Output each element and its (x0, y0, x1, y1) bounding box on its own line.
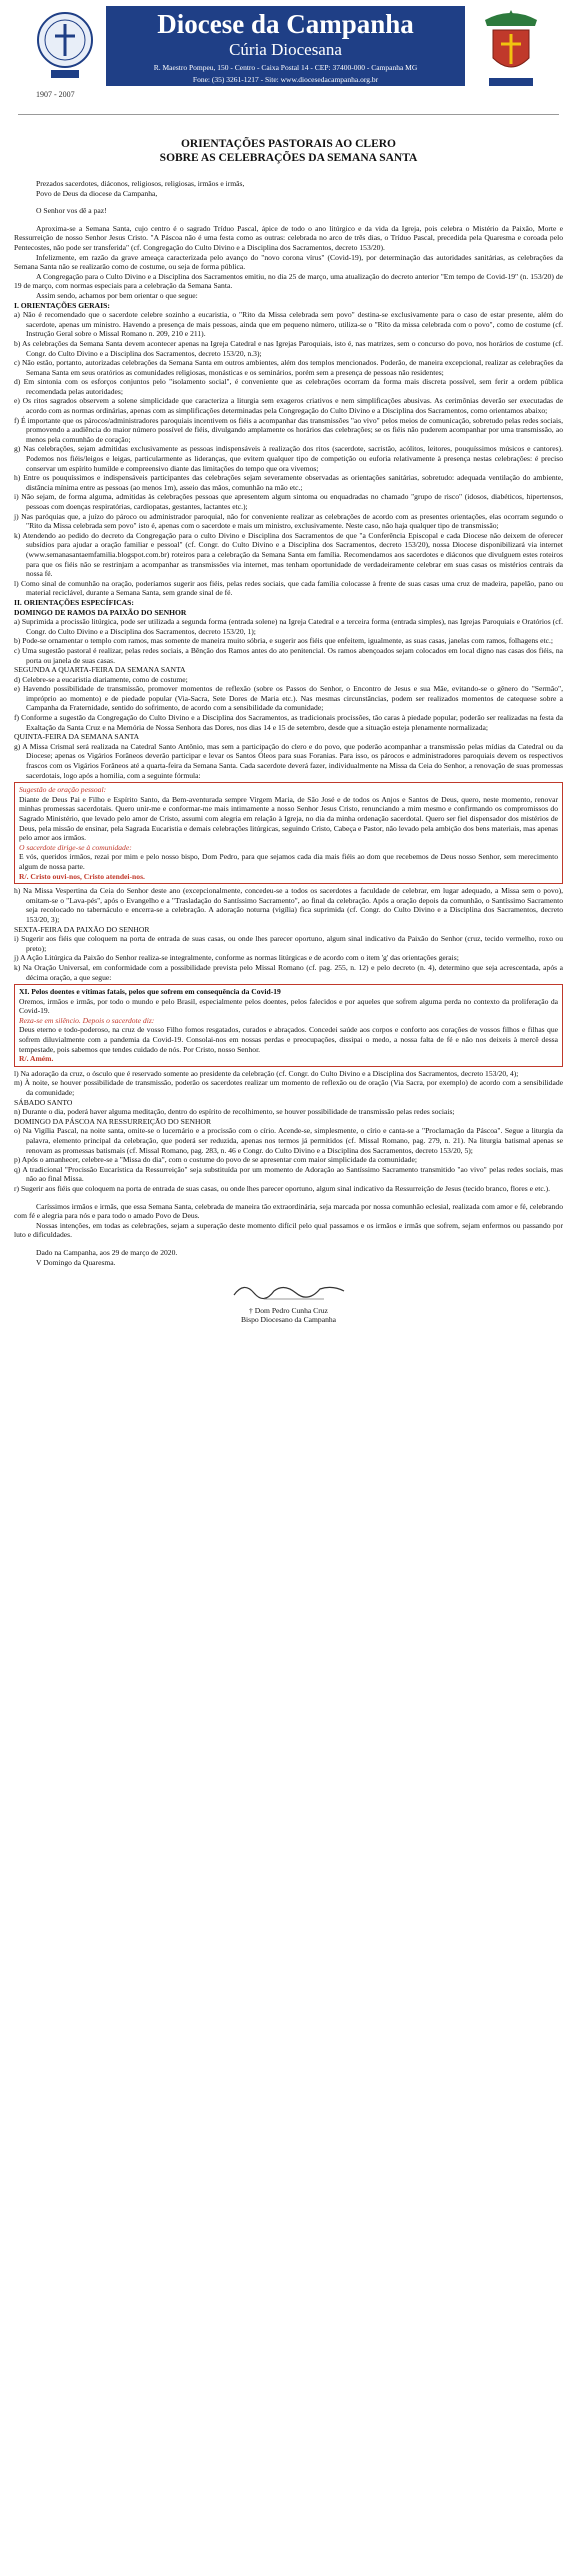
greeting-line: O Senhor vos dê a paz! (36, 206, 107, 216)
prayer-label: Sugestão de oração pessoal: (19, 785, 107, 795)
universal-prayer-box (14, 984, 563, 1067)
title-line-2: SOBRE AS CELEBRAÇÕES DA SEMANA SANTA (159, 152, 418, 164)
list-item: a) Suprimida a procissão litúrgica, pode ser utilizada a segunda forma (entrada solene) na Igreja Catedral e a terceira forma (entrada simples), nas Igrejas Paroquiais e Oratórios (cf. Congr. do Culto Divino e a Disciplina dos Sacramentos, decreto 153/20, 1); (14, 617, 563, 636)
greeting-line: Povo de Deus da diocese da Campanha, (36, 188, 158, 198)
closing-paragraph: Nossas intenções, em todas as celebrações, sejam a superação deste momento difícil pelo qual passamos e os irmãos e irmãs que sofrem, sejam enfermos ou passando por luto e dificuldades. (14, 1220, 563, 1240)
intercession-response: R/. Amém. (19, 1054, 54, 1064)
list-item: m) À noite, se houver possibilidade de transmissão, poderão os sacerdotes realizar um momento de reflexão ou de oração (Via Sacra, por exemplo) de acordo com a sensibilidade da comunidade; (14, 1078, 563, 1098)
anniversary-label: 1907 - 2007 (36, 90, 75, 99)
diocese-seal-icon (36, 6, 94, 84)
section-heading: I. ORIENTAÇÕES GERAIS: (14, 300, 110, 310)
list-item: i) Sugerir aos fiéis que coloquem na porta de entrada de suas casas, ou onde lhes parecer oportuno, algum sinal indicativo da Paixão do Senhor (cruz, tecido vermelho, roxo ou preto); (14, 934, 563, 953)
curia-subtitle: Cúria Diocesana (229, 40, 342, 59)
intro-paragraph: A Congregação para o Culto Divino e a Disciplina dos Sacramentos emitiu, no dia 25 de março, uma atualização do decreto anterior "Em tempo de Covid-19" (n. 153/20) de 19 de março, com normas especiais para a celebração da Semana Santa. (14, 271, 563, 291)
list-item: d) Em sintonia com os esforços conjuntos pelo "isolamento social", é conveniente que as celebrações ocorram da forma mais discreta possível, sem ferir a ordem pública recomendada pelas autoridades; (14, 377, 563, 396)
list-item: p) Após o amanhecer, celebre-se a "Missa do dia", com o costume do povo de se apresentar com maior simplicidade da comunidade; (14, 1155, 417, 1165)
list-item: e) Os ritos sagrados observem a solene simplicidade que caracteriza a liturgia sem exageros criativos e nem simplificações abusivas. As cerimônias deverão ser executadas de acordo com as normas ordinárias, apenas com as simplificações determinadas pela Congregação do Culto Divino e a Disciplina dos Sacramentos, como orientamos abaixo; (14, 396, 563, 416)
intercession-prayer: Deus eterno e todo-poderoso, na cruz de vosso Filho fomos resgatados, curados e abraçados. Concedei saúde aos corpos e conforto aos corações de vossos filhos e filhas que sofrem diluvialmente com a pandemia da Covid-19. Consolai-nos em nossas perdas e preocupações, dissipai o medo, a nossa falta de fé e não nos deixeis à mercê dessa tempestade, pois sabemos que tendes cuidado de nós. Por Cristo, nosso Senhor. (19, 1025, 558, 1054)
list-item: g) A Missa Crismal será realizada na Catedral Santo Antônio, mas sem a participação do clero e do povo, que poderão acompanhar a transmissão pelas mídias da Catedral ou da Diocese; apenas os Vigários Forâneos deverão participar e levar os Santos Óleos para suas Foranias. Para isso, os párocos e administradores paroquiais devem os respectivos frascos com os Vigários Forâneos até a quarta-feira da Semana Santa. Cada sacerdote deverá fazer, individualmente na Missa da Ceia do Senhor, a renovação de suas promessas sacerdotais, logo após a homilia, com a seguinte fórmula: (14, 741, 563, 780)
subsection-heading: SEXTA-FEIRA DA PAIXÃO DO SENHOR (14, 924, 150, 934)
intercession-rubric: Reza-se em silêncio. Depois o sacerdote diz: (19, 1015, 155, 1025)
intro-paragraph: Aproxima-se a Semana Santa, cujo centro é o sagrado Tríduo Pascal, ápice de todo o ano litúrgico e da vida da Igreja, pois celebra o Mistério da Paixão, Morte e Ressurreição de nosso Senhor Jesus Cristo. "A Páscoa não é uma festa como as outras: celebrada no arco de três dias, o Tríduo Pascal, precedida pela Quaresma e coroada pelo Pentecostes, não pode ser transferida" (cf. Congregação do Culto Divino e a Disciplina dos Sacramentos, decreto 153/20). (14, 223, 563, 252)
contact-line: Fone: (35) 3261-1217 - Site: www.diocesedacampanha.org.br (192, 75, 379, 84)
prayer-text: E vós, queridos irmãos, rezai por mim e pelo nosso bispo, Dom Pedro, para que sejamos cada dia mais fiéis ao dom que recebemos de Deus nosso Senhor, sem merecimento algum de nossa parte. (19, 852, 558, 871)
list-item: l) Na adoração da cruz, o ósculo que é reservado somente ao presidente da celebração (cf. Congr. do Culto Divino e a Disciplina dos Sacramentos, decreto 153/20, 4); (14, 1068, 519, 1078)
prayer-response (19, 872, 558, 882)
closing-paragraph: Caríssimos irmãos e irmãs, que essa Semana Santa, celebrada de maneira tão extraordinária, seja marcada por nossa comunhão eclesial, realizada com amor e fé, celebrando com fé e alegria para nós e para todo o amado Povo de Deus. (14, 1201, 563, 1221)
subsection-heading: QUINTA-FEIRA DA SEMANA SANTA (14, 732, 140, 742)
subsection-heading: DOMINGO DA PÁSCOA NA RESSURREIÇÃO DO SENHOR (14, 1116, 212, 1126)
list-item: i) Não sejam, de forma alguma, admitidas às celebrações pessoas que apresentem algum sintoma ou enquadradas no chamado "grupo de risco" (idosos, diabéticos, hipertensos, pessoas com doenças respiratórias, cardiopatas, gestantes, lactantes etc.); (14, 492, 563, 511)
document-title (14, 137, 563, 165)
title-line-1: ORIENTAÇÕES PASTORAIS AO CLERO (180, 138, 397, 150)
intercession-text: Oremos, irmãos e irmãs, por todo o mundo e pelo Brasil, especialmente pelos doentes, pelos falecidos e por aqueles que sofrem alguma perda no contexto da proliferação da Covid-19. (19, 996, 558, 1016)
list-item: c) Não estão, portanto, autorizadas celebrações da Semana Santa em outros ambientes, além dos templos mencionados. Poderão, de maneira excepcional, realizar as celebrações da Semana Santa em seus oratórios as comunidades religiosas, monásticas e os seminários, porém sem a presença de pessoas não residentes; (14, 358, 563, 377)
list-item: c) Uma sugestão pastoral é realizar, pelas redes sociais, a Bênção dos Ramos antes do ato penitencial. Os ramos abençoados sejam colocados em local digno nas casas dos fiéis, na porta ou janela de suas casas. (14, 645, 563, 665)
list-item: f) É importante que os párocos/administradores paroquiais incentivem os fiéis a acompanhar das transmissões "ao vivo" pelos meios de comunicação, sobretudo pelas redes sociais, promovendo a audiência do maior número possível de fiéis, divulgando amplamente os horários das celebrações; se os fiéis não puderem acompanhar por uma transmissão, ao menos pela comunhão de coração; (14, 415, 563, 444)
list-item: b) As celebrações da Semana Santa devem acontecer apenas na Igreja Catedral e nas Igrejas Paroquiais, isto é, nas matrizes, sem o concurso do povo, nos horários de costume (cf. Congr. do Culto Divino e a Disciplina dos Sacramentos, decreto 153/20, n.3); (14, 338, 563, 358)
date-line: V Domingo da Quaresma. (36, 1257, 116, 1267)
prayer-text: Diante de Deus Pai e Filho e Espírito Santo, da Bem-aventurada sempre Virgem Maria, de São José e de todos os Anjos e Santos de Deus, quero, neste momento, renovar minhas promessas sacerdotais. Quero unir-me e conformar-me mais intimamente a nosso Senhor Jesus Cristo, renunciando a mim mesmo e confirmando os compromissos do Sagrado Ministério, que levado pelo amor de Cristo, assumi com alegria em relação à Igreja, no dia da minha ordenação sacerdotal. Quero ser fiel dispensador dos mistérios de Deus, pela missão de ensinar, pela Sagrada Eucaristia e demais celebrações litúrgicas, seguindo Cristo, Cabeça e Pastor, não levado pela ambição dos bens materiais, mas apenas pelo amor aos irmãos. (19, 794, 558, 843)
greeting-line: Prezados sacerdotes, diáconos, religiosos, religiosas, irmãos e irmãs, (36, 179, 245, 188)
list-item: k) Atendendo ao pedido do decreto da Congregação para o culto Divino e Disciplina dos Sacramentos de que "a Conferência Episcopal e cada Diocese não deixem de oferecer subsídios para ajudar a oração familiar e pessoal" (cf. Congr. do Culto Divino e a Disciplina dos Sacramentos, decreto 153/20), nossa Diocese disponibilizará via internet (www.semanasantaemfamilia.blogspot.com.br) roteiros para a celebração da Semana Santa em família. Recomendamos aos sacerdotes e diáconos que divulguem estes roteiros para que os fiéis não se restrinjam a acompanhar as transmissões via internet, mas tenham oportunidade de verdadeiramente celebrar em suas casas os mistérios centrais da nossa fé. (14, 530, 563, 579)
section-heading: II. ORIENTAÇÕES ESPECÍFICAS: (14, 597, 134, 607)
list-item: r) Sugerir aos fiéis que coloquem na porta de entrada de suas casas, ou onde lhes parecer oportuno, algum sinal indicativo da Ressurreição de Jesus (tecido branco, flores e etc.). (14, 1183, 551, 1193)
bishop-coat-of-arms-icon (479, 6, 543, 90)
priestly-promises-box (14, 782, 563, 884)
list-item: f) Conforme a sugestão da Congregação do Culto Divino e a Disciplina dos Sacramentos, as tradicionais procissões, tão caras à piedade popular, poderão ser realizadas na festa da Exaltação da Santa Cruz e na Memória de Nossa Senhora das Dores, nos dias 14 e 15 de setembro, desde que a situação esteja plenamente normalizada; (14, 713, 563, 732)
handwritten-signature-icon (224, 1277, 354, 1303)
list-item: j) Nas paróquias que, a juízo do pároco ou administrador paroquial, não for conveniente realizar as celebrações de acordo com as presentes orientações, elas ocorram segundo o "Rito da Missa celebrada sem povo" isto é, apenas com o sacerdote e mais um ministro, exclusivamente. Neste caso, não haja qualquer tipo de transmissão; (14, 511, 563, 531)
list-item: g) Nas celebrações, sejam admitidas exclusivamente as pessoas indispensáveis à realização dos ritos (sacerdote, sacristão, acólitos, leitores, pouquíssimos músicos e cantores). Podemos nos fiéis/leigos e leigas, particularmente as lideranças, que evitem qualquer tipo de competição ou euforia relativamente à presença nestas celebrações: é preciso conservar um espírito humilde e compreensivo diante das limitações do tempo que ora vivemos; (14, 444, 563, 473)
signer-name: † Dom Pedro Cunha Cruz (249, 1305, 328, 1315)
date-line: Dado na Campanha, aos 29 de março de 2020. (36, 1247, 178, 1257)
prayer-label: O sacerdote dirige-se à comunidade: (19, 842, 132, 852)
signature-block (14, 1277, 563, 1325)
header-divider (18, 114, 559, 115)
list-item: e) Havendo possibilidade de transmissão, promover momentos de reflexão (sobre os Passos do Senhor, o Encontro de Jesus e sua Mãe, evitando-se o gênero do "Sermão", impróprio ao momento) e de piedade popular (Via-Sacra, Sete Dores de Maria etc.). Nas mesmas circunstâncias, podem ser realizados momentos de catequese sobre a Campanha da Fraternidade, sentido do sofrimento, de acordo com a sensibilidade da comunidade; (14, 684, 563, 713)
list-item: q) A tradicional "Procissão Eucarística da Ressurreição" seja substituída por um momento de Adoração ao Santíssimo Sacramento transmitido "ao vivo" pelas redes sociais, mas não ao final Missa. (14, 1164, 563, 1184)
intro-paragraph: Infelizmente, em razão da grave ameaça caracterizada pelo avanço do "novo corona vírus" (Covid-19), por determinação das autoridades sanitárias, as celebrações da Semana Santa não se realizarão como de costume, ou seja de forma pública. (14, 252, 563, 272)
list-item: o) Na Vigília Pascal, na noite santa, omite-se o lucernário e a procissão com o círio. Acende-se, simplesmente, o círio e canta-se a "Proclamação da Páscoa". Segue a liturgia da palavra, elemento principal da celebração, que poderá ser reduzida, apenas nos termos já permitidos (cf. Missal Romano, pag. 279, n. 21). Na liturgia batismal apenas se renovam as promessas batismais (cf. Missal Romano, pag. 283, n. 46 e Congr. do Culto Divino e a Disciplina dos Sacramentos, decreto 153/20, 5); (14, 1126, 563, 1155)
subsection-heading: SÁBADO SANTO (14, 1097, 73, 1107)
subsection-heading: SEGUNDA A QUARTA-FEIRA DA SEMANA SANTA (14, 665, 186, 675)
list-item: j) A Ação Litúrgica da Paixão do Senhor realiza-se integralmente, conforme as normas litúrgicas e de acordo com o item 'g' das orientações gerais; (14, 953, 459, 963)
letterhead (14, 0, 563, 114)
diocese-title: Diocese da Campanha (157, 9, 414, 39)
document-body (14, 179, 563, 1267)
signer-title: Bispo Diocesano da Campanha (240, 1315, 337, 1325)
general-orientations-list (14, 310, 563, 598)
subsection-heading: DOMINGO DE RAMOS DA PAIXÃO DO SENHOR (14, 607, 187, 617)
intercession-title: XI. Pelos doentes e vítimas fatais, pelos que sofrem em consequência da Covid-19 (19, 987, 281, 997)
list-item: b) Pode-se ornamentar o templo com ramos, mas somente de maneira muito sóbria, e sugerir aos fiéis que enfeitem, igualmente, as suas casas, janelas com ramos, folhagens etc.; (14, 636, 553, 646)
intro-paragraph: Assim sendo, achamos por bem orientar o que segue: (36, 290, 198, 300)
list-item: d) Celebre-se a eucaristia diariamente, como de costume; (14, 674, 188, 684)
letterhead-banner (106, 6, 465, 86)
list-item: l) Como sinal de comunhão na oração, poderíamos sugerir aos fiéis, pelas redes sociais, que cada família colocasse à frente de suas casas uma cruz de madeira, papelão, pano ou material reciclável, durante a Semana Santa, sem grande sinal de fé. (14, 578, 563, 598)
list-item: k) Na Oração Universal, em conformidade com a possibilidade prevista pelo Missal Romano (cf. pag. 255, n. 12) e pelo decreto (n. 4), determino que seja acrescentada, após a décima oração, a que segue: (14, 962, 563, 982)
list-item: h) Na Missa Vespertina da Ceia do Senhor deste ano (excepcionalmente, concedeu-se a todos os sacerdotes a faculdade de celebrar, em lugar adequado, a Missa sem o povo), omitam-se o "Lava-pés", após o Evangelho e a "Trasladação do Santíssimo Sacramento", ao final da celebração. Após a oração depois da comunhão, o Santíssimo Sacramento seja recolocado no tabernáculo e encerra-se a celebração. A adoração noturna (vigília) fica suprimida (cf. Congr. do Culto Divino e a Disciplina dos Sacramentos, decreto 153/20, 3); (14, 886, 563, 924)
address-line: R. Maestro Pompeu, 150 - Centro - Caixa Postal 14 - CEP: 37400-000 - Campanha MG (153, 63, 418, 72)
list-item: n) Durante o dia, poderá haver alguma meditação, dentro do espírito de recolhimento, se houver possibilidade de transmissão pelas redes sociais; (14, 1107, 455, 1117)
prayer-response-text: R/. Cristo ouvi-nos, Cristo atendei-nos. (19, 871, 145, 881)
list-item: h) Entre os pouquíssimos e indispensáveis participantes das celebrações sejam severamente observadas as orientações sanitárias, sobretudo: adequada ventilação do ambiente, distância mínima entre as pessoas (ao menos 1m), asseio das mãos, comunhão na mão etc.; (14, 473, 563, 492)
list-item: a) Não é recomendado que o sacerdote celebre sozinho a eucaristia, o "Rito da Missa celebrada sem povo" destina-se exclusivamente para o caso de estar presente, além do sacerdote, apenas um ministro. Havendo a presença de mais pessoas, ainda que em pequeno número, utiliza-se o "Rito da missa celebrada com o povo", como de costume (cf. Instrução Geral sobre o Missal Romano n. 209, 210 e 211). (14, 310, 563, 339)
